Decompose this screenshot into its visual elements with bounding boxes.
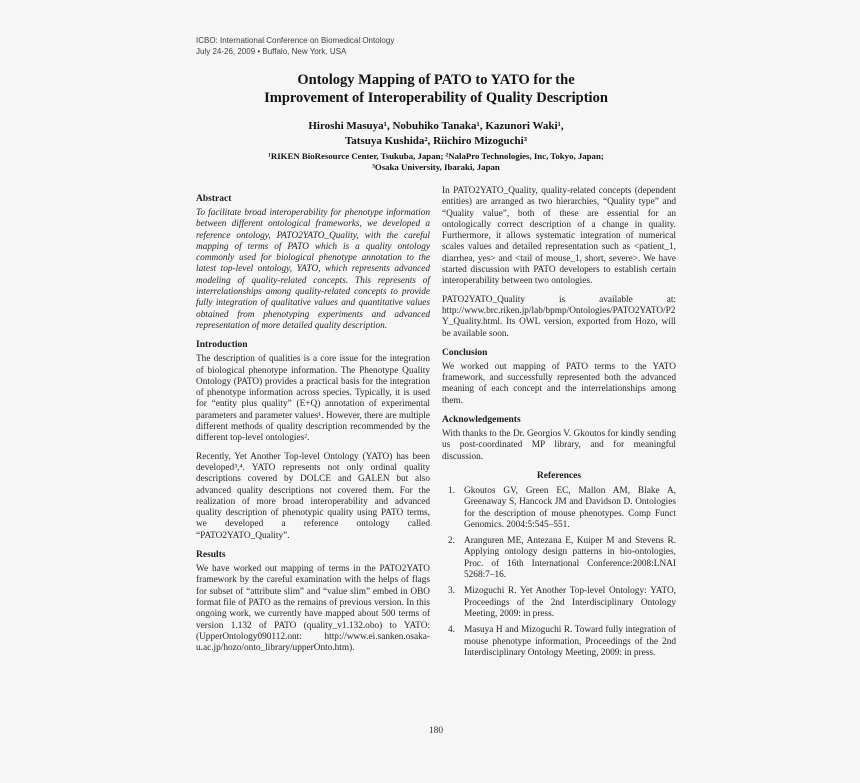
reference-number: 1.	[448, 485, 455, 496]
conference-date-location: July 24-26, 2009 • Buffalo, New York, USA	[196, 46, 347, 56]
paper-title	[196, 71, 676, 107]
introduction-heading: Introduction	[196, 340, 248, 351]
reference-item	[442, 536, 676, 581]
affiliation-line2: ³Osaka University, Ibaraki, Japan	[372, 162, 500, 172]
abstract-paragraph: To facilitate broad interoperability for phenotype information between different ontological frameworks, we developed a reference ontology, PATO2YATO_Quality, with the careful mapping of terms of PATO which is a quality ontology commonly used for biological phenotype annotation to the latest top-level ontology, YATO, which represents advanced modeling of quality-related concepts. This represents of interrelationships among quality-related concepts to provide fully integration of qualitative values and quantitative values obtained from phenotyping experiments and advanced representation of more detailed quality description.	[196, 208, 430, 331]
reference-number: 4.	[448, 625, 455, 636]
references-heading: References	[536, 470, 582, 481]
introduction-paragraph-2: Recently, Yet Another Top-level Ontology (YATO) has been developed³,⁴. YATO represents not only ordinal quality descriptions covered by DOLCE and GALEN but also advanced quality descriptions not covered them. For the realization of more broad interoperability and advanced quality description of phenotypic quality using PATO terms, we developed a reference ontology called “PATO2YATO_Quality”.	[196, 451, 430, 541]
reference-text: Mizoguchi R. Yet Another Top-level Ontology: YATO, Proceedings of the 2nd Interdisciplinary Ontology Meeting, 2009: in press.	[464, 586, 676, 619]
paper-title-line2: Improvement of Interoperability of Quality Description	[264, 90, 608, 106]
availability-paragraph: PATO2YATO_Quality is available at: http://www.brc.riken.jp/lab/bpmp/Ontologies/PATO2YATO/P2Y_Quality.html. Its OWL version, exported from Hozo, will be available soon.	[442, 294, 676, 339]
reference-number: 3.	[448, 586, 455, 597]
reference-text: Masuya H and Mizoguchi R. Toward fully integration of mouse phenotype information, Proceedings of the 2nd Interdisciplinary Ontology Meeting, 2009: in press.	[464, 625, 676, 658]
author-list	[196, 119, 676, 149]
conference-header	[196, 36, 676, 57]
introduction-paragraph-1: The description of qualities is a core issue for the integration of biological phenotype information. The Phenotype Quality Ontology (PATO) provides a practical basis for the integration of phenotype information across species. Typically, it is used for “entity plus quality” (E+Q) annotation of experimental parameters and parameter values¹. However, there are multiple different methods of quality description recommended by the different top-level ontologies².	[196, 354, 430, 444]
reference-item	[442, 625, 676, 659]
left-column	[196, 186, 430, 664]
conclusion-paragraph: We worked out mapping of PATO terms to the YATO framework, and successfully represented both the advanced meaning of each concept and the interrelationships among them.	[442, 361, 676, 406]
paper-title-line1: Ontology Mapping of PATO to YATO for the	[297, 72, 575, 88]
pato2yato-paragraph: In PATO2YATO_Quality, quality-related concepts (dependent entities) are arranged as two hierarchies, “Quality type” and “Quality value”, both of these are essential for an ontologically correct description of a change in quality. Furthermore, it allows systematic integration of numerical scales values and detailed representation such as <patient_1, diarrhea, yes> and <tail of mouse_1, short, severe>. We have started discussion with PATO developers to establish certain interoperability between two ontologies.	[442, 186, 676, 287]
affiliation-line1: ¹RIKEN BioResource Center, Tsukuba, Japan; ²NalaPro Technologies, Inc, Tokyo, Japan;	[268, 151, 604, 161]
conference-name: ICBO: International Conference on Biomedical Ontology	[196, 36, 395, 45]
right-column	[442, 186, 676, 664]
acknowledgements-heading: Acknowledgements	[442, 415, 521, 426]
affiliations	[196, 151, 676, 173]
abstract-heading: Abstract	[196, 194, 232, 204]
acknowledgements-paragraph: With thanks to the Dr. Georgios V. Gkoutos for kindly sending us post-coordinated MP library, and for meaningful discussion.	[442, 429, 676, 462]
reference-number: 2.	[448, 536, 455, 547]
author-line1: Hiroshi Masuya¹, Nobuhiko Tanaka¹, Kazunori Waki¹,	[308, 120, 564, 132]
page-content	[196, 36, 676, 664]
conclusion-heading: Conclusion	[442, 347, 488, 358]
reference-text: Aranguren ME, Antezana E, Kuiper M and Stevens R. Applying ontology design patterns in bio-ontologies, Proc. of 16th International Conference:2008:LNAI 5268:7–16.	[464, 536, 676, 581]
results-heading: Results	[196, 550, 226, 561]
reference-item	[442, 586, 676, 620]
author-line2: Tatsuya Kushida², Riichiro Mizoguchi³	[344, 135, 528, 147]
results-paragraph: We have worked out mapping of terms in the PATO2YATO framework by the careful examination with the helps of flags for subset of “attribute slim” and “value slim” embed in OBO format file of PATO as the remains of previous version. In this ongoing work, we currently have mapped about 500 terms of version 1.132 of PATO (quality_v1.132.obo) to YATO: (UpperOntology090112.ont: http://www.ei.sanken.osaka-u.ac.jp/hozo/onto_library/upperOnto.htm).	[196, 564, 430, 654]
reference-text: Gkoutos GV, Green EC, Mallon AM, Blake A, Greenaway S, Hancock JM and Davidson D. Ontologies for the description of mouse phenotypes. Comp Funct Genomics. 2004:5:545–551.	[464, 485, 676, 530]
reference-item	[442, 486, 676, 531]
two-column-body	[196, 186, 676, 664]
page-number: 180	[428, 726, 444, 736]
